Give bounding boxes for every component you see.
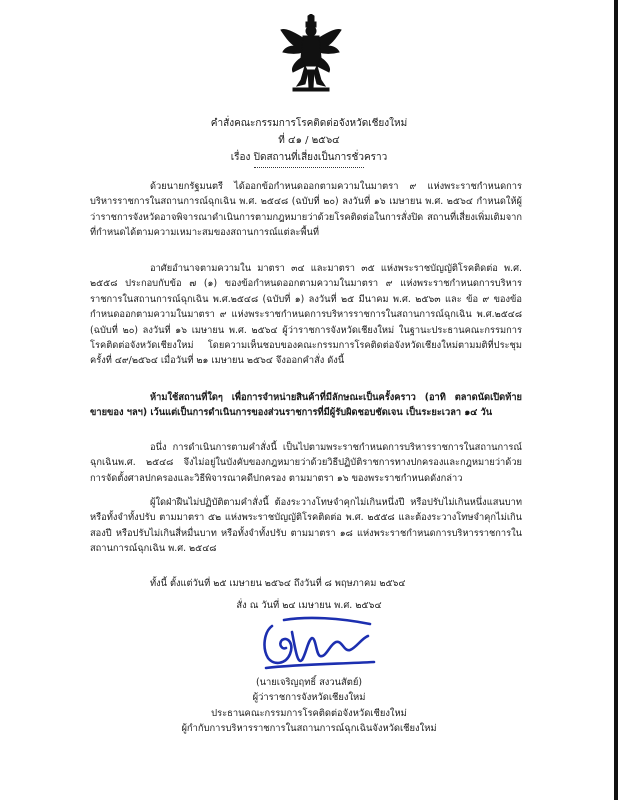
garuda-emblem-icon [279, 14, 343, 92]
effective-period [90, 576, 522, 591]
order-title: คำสั่งคณะกรรมการโรคติดต่อจังหวัดเชียงใหม่ [210, 118, 408, 129]
order-date: สั่ง ณ วันที่ ๒๔ เมษายน พ.ศ. ๒๕๖๔ [236, 600, 382, 611]
paragraph-5 [90, 495, 522, 557]
paragraph-2 [90, 261, 522, 369]
signatory-position-3: ผู้กำกับการบริหารราชการในสถานการณ์ฉุกเฉินจังหวัดเชียงใหม่ [181, 723, 437, 734]
effective-period-text: ทั้งนี้ ตั้งแต่วันที่ ๒๕ เมษายน ๒๕๖๔ ถึงวันที่ ๘ พฤษภาคม ๒๕๖๔ [150, 578, 406, 589]
paragraph-4-text: อนึ่ง การดำเนินการตามคำสั่งนี้ เป็นไปตามพระราชกำหนดการบริหารราชการในสถานการณ์ฉุกเฉินพ.ศ. ๒๕๔๘ จึงไม่อยู่ในบังคับของกฎหมายว่าด้วยวิธีปฏิบัติราชการทางปกครองและกฎหมายว่าด้วยการจัดตั้งศาลปกครองและวิธีพิจารณาคดีปกครอง ตามมาตรา ๑๖ ของพระราชกำหนดดังกล่าว [90, 442, 522, 484]
paragraph-5-text: ผู้ใดฝ่าฝืนไม่ปฏิบัติตามคำสั่งนี้ ต้องระวางโทษจำคุกไม่เกินหนึ่งปี หรือปรับไม่เกินหนึ่งแสนบาท หรือทั้งจำทั้งปรับ ตามมาตรา ๕๒ แห่งพระราชบัญญัติโรคติดต่อ พ.ศ. ๒๕๕๘ และต้องระวางโทษจำคุกไม่เกินสองปี หรือปรับไม่เกินสี่หมื่นบาท หรือทั้งจำทั้งปรับ ตามมาตรา ๑๘ แห่งพระราชกำหนดการบริหารราชการในสถานการณ์ฉุกเฉิน พ.ศ. ๒๕๔๘ [90, 497, 522, 555]
order-subject: เรื่อง ปิดสถานที่เสี่ยงเป็นการชั่วคราว [230, 152, 388, 163]
paragraph-4 [90, 440, 522, 486]
paragraph-1 [90, 179, 522, 241]
order-number: ที่ ๔๑ / ๒๕๖๔ [278, 135, 340, 146]
paragraph-3-text: ห้ามใช้สถานที่ใดๆ เพื่อการจำหน่ายสินค้าที่มีลักษณะเป็นครั้งคราว (อาทิ ตลาดนัดเปิดท้ายขายของ ฯลฯ) เว้นแต่เป็นการดำเนินการของส่วนราชการที่มีผู้รับผิดชอบชัดเจน เป็นระยะเวลา ๑๔ วัน [90, 392, 522, 419]
signatory-position-1: ผู้ว่าราชการจังหวัดเชียงใหม่ [252, 692, 366, 703]
paragraph-1-text: ด้วยนายกรัฐมนตรี ได้ออกข้อกำหนดออกตามความในมาตรา ๙ แห่งพระราชกำหนดการบริหารราชการในสถานการณ์ฉุกเฉิน พ.ศ. ๒๕๔๘ (ฉบับที่ ๒๐) ลงวันที่ ๑๖ เมษายน พ.ศ. ๒๕๖๔ กำหนดให้ผู้ว่าราชการจังหวัดอาจพิจารณาดำเนินการตามกฎหมายว่าด้วยโรคติดต่อในการสั่งปิด สถานที่เสี่ยงเพิ่มเติมจากที่กำหนดได้ตามความเหมาะสมของสถานการณ์แต่ละพื้นที่ [90, 181, 522, 239]
dotted-divider [254, 167, 364, 168]
paragraph-3 [90, 390, 522, 421]
signatory-name: (นายเจริญฤทธิ์ สงวนสัตย์) [255, 677, 363, 688]
paragraph-2-text: อาศัยอำนาจตามความใน มาตรา ๓๔ และมาตรา ๓๕ แห่งพระราชบัญญัติโรคติดต่อ พ.ศ. ๒๕๕๘ ประกอบกับข้อ ๗ (๑) ของข้อกำหนดออกตามความในมาตรา ๙ แห่งพระราชกำหนดการบริหารราชการในสถานการณ์ฉุกเฉิน พ.ศ.๒๕๔๘ (ฉบับที่ ๑) ลงวันที่ ๒๕ มีนาคม พ.ศ. ๒๕๖๓ และ ข้อ ๙ ของข้อกำหนดออกตามความในมาตรา ๙ แห่งพระราชกำหนดการบริหารราชการในสถานการณ์ฉุกเฉิน พ.ศ.๒๕๔๘ (ฉบับที่ ๒๐) ลงวันที่ ๑๖ เมษายน พ.ศ. ๒๕๖๔ ผู้ว่าราชการจังหวัดเชียงใหม่ ในฐานะประธานคณะกรรมการโรคติดต่อจังหวัดเชียงใหม่ โดยความเห็นชอบของคณะกรรมการโรคติดต่อจังหวัดเชียงใหม่ตามมติที่ประชุม ครั้งที่ ๔๙/๒๕๖๔ เมื่อวันที่ ๒๑ เมษายน ๒๕๖๔ จึงออกคำสั่ง ดังนี้ [90, 263, 522, 367]
signatory-position-2: ประธานคณะกรรมการโรคติดต่อจังหวัดเชียงใหม่ [211, 708, 407, 719]
handwritten-signature [258, 614, 378, 672]
